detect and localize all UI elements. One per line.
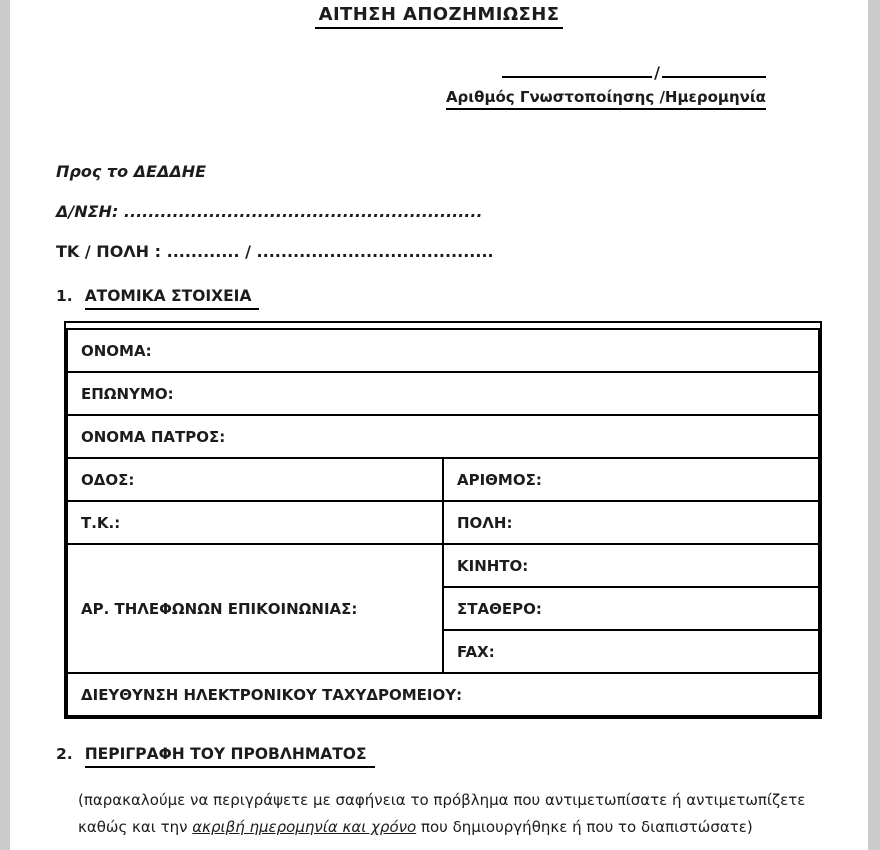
- notification-blank-lines: [56, 63, 766, 82]
- cell-arithmos: ΑΡΙΘΜΟΣ:: [443, 458, 819, 501]
- cell-eponymo: ΕΠΩΝΥΜΟ:: [67, 372, 819, 415]
- section-2-number: 2.: [56, 745, 73, 763]
- section-1-title: ΑΤΟΜΙΚΑ ΣΤΟΙΧΕΙΑ: [85, 287, 260, 310]
- table-row: [67, 329, 819, 372]
- cell-kinito: ΚΙΝΗΤΟ:: [443, 544, 819, 587]
- recipient-address-line: [56, 202, 822, 221]
- cell-poli: ΠΟΛΗ:: [443, 501, 819, 544]
- cell-fax: FAX:: [443, 630, 819, 673]
- tk-poli-separator: /: [245, 242, 251, 261]
- document-content: [10, 0, 868, 841]
- paragraph-emphasis: ακριβή ημερομηνία και χρόνο: [192, 818, 417, 836]
- section-1-heading: [56, 287, 822, 305]
- section-1-number: 1.: [56, 287, 73, 305]
- paragraph-part-1: (παρακαλούμε να περιγράψετε με σαφήνεια το πρόβλημα που αντιμετωπίσατε ή αντιμετωπίζετε καθώς και την: [78, 791, 806, 836]
- section-2-heading: [56, 745, 822, 763]
- tk-poli-label: ΤΚ / ΠΟΛΗ :: [56, 242, 162, 261]
- cell-tk: Τ.Κ.:: [67, 501, 443, 544]
- cell-odos: ΟΔΟΣ:: [67, 458, 443, 501]
- table-row: [67, 544, 819, 587]
- recipient-to: Προς το ΔΕΔΔΗΕ: [56, 162, 207, 181]
- table-row: [67, 673, 819, 716]
- cell-email: ΔΙΕΥΘΥΝΣΗ ΗΛΕΚΤΡΟΝΙΚΟΥ ΤΑΧΥΔΡΟΜΕΙΟΥ:: [67, 673, 819, 716]
- personal-info-table: [66, 328, 820, 717]
- notification-block: [56, 63, 822, 106]
- table-row: [67, 501, 819, 544]
- dnsi-dotted-line: ...........................................................: [123, 202, 483, 221]
- table-row: [67, 458, 819, 501]
- cell-onoma-patros: ΟΝΟΜΑ ΠΑΤΡΟΣ:: [67, 415, 819, 458]
- table-row: [67, 415, 819, 458]
- recipient-tk-poli-line: [56, 242, 822, 261]
- notification-slash: /: [654, 63, 660, 82]
- recipient-block: [56, 162, 822, 261]
- page-title-text: ΑΙΤΗΣΗ ΑΠΟΖΗΜΙΩΣΗΣ: [315, 4, 564, 29]
- dnsi-label: Δ/ΝΣΗ:: [56, 202, 119, 221]
- table-row: [67, 372, 819, 415]
- cell-stathero: ΣΤΑΘΕΡΟ:: [443, 587, 819, 630]
- page-title: [56, 4, 822, 25]
- document-page: [10, 0, 868, 850]
- poli-dotted-line: .......................................: [256, 242, 494, 261]
- personal-info-table-border: [64, 321, 822, 719]
- notification-number-blank: [502, 64, 652, 78]
- paragraph-part-2: που δημιουργήθηκε ή που το διαπιστώσατε): [416, 818, 753, 836]
- notification-date-blank: [662, 64, 766, 78]
- notification-caption: [56, 88, 766, 106]
- problem-description-paragraph: [78, 787, 826, 841]
- cell-phones: ΑΡ. ΤΗΛΕΦΩΝΩΝ ΕΠΙΚΟΙΝΩΝΙΑΣ:: [67, 544, 443, 673]
- notification-caption-text: Αριθμός Γνωστοποίησης /Ημερομηνία: [446, 88, 766, 110]
- tk-dotted-line: ............: [166, 242, 240, 261]
- section-2-title: ΠΕΡΙΓΡΑΦΗ ΤΟΥ ΠΡΟΒΛΗΜΑΤΟΣ: [85, 745, 375, 768]
- cell-onoma: ΟΝΟΜΑ:: [67, 329, 819, 372]
